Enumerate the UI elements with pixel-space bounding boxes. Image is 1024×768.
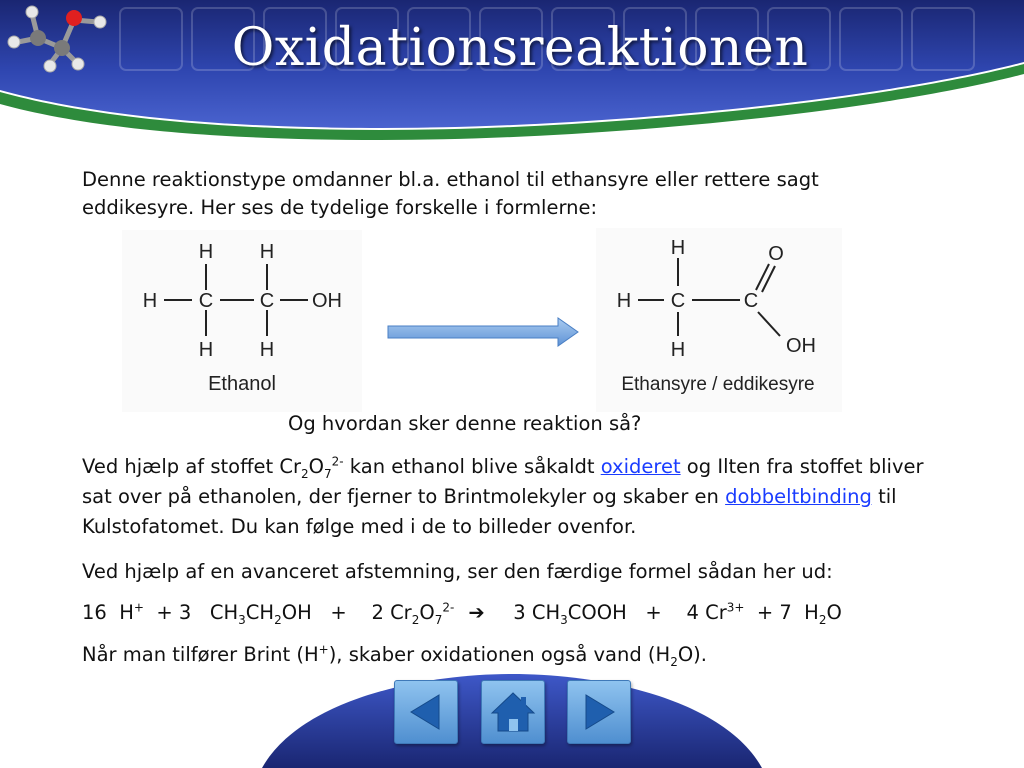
text-fragment: og Ilten fra stoffet bliver sat over på ethanolen, der fjerner to Brintmolekyler og skaber en <box>82 455 924 508</box>
atom-h: H <box>670 237 686 259</box>
ethansyre-structure <box>596 228 842 412</box>
atom-o: O <box>768 243 784 265</box>
explanation-paragraph <box>82 452 927 542</box>
balance-text: Ved hjælp af en avanceret afstemning, ser den færdige formel sådan her ud: <box>82 560 833 583</box>
subscript: 3 <box>560 612 568 627</box>
question-text: Og hvordan sker denne reaktion så? <box>288 412 642 435</box>
text-fragment: O <box>308 455 324 478</box>
eq-fragment: O <box>419 601 435 624</box>
atom-c: C <box>259 290 275 312</box>
eq-fragment: 16 H <box>82 601 134 624</box>
text-fragment: Ved hjælp af stoffet Cr <box>82 455 301 478</box>
atom-oh: OH <box>312 290 342 312</box>
intro-line-2: eddikesyre. Her ses de tydelige forskelle i formlerne: <box>82 196 598 219</box>
atom-h: H <box>198 241 214 263</box>
atom-h: H <box>259 339 275 361</box>
intro-text <box>82 166 922 222</box>
atom-h: H <box>142 290 158 312</box>
header-band <box>0 0 1024 150</box>
superscript: + <box>133 600 144 615</box>
text-fragment: kan ethanol blive såkaldt <box>343 455 601 478</box>
right-arrow-icon <box>386 316 580 348</box>
atom-h: H <box>670 339 686 361</box>
atom-c: C <box>670 290 686 312</box>
forward-arrow-icon <box>568 681 630 743</box>
reaction-equation <box>82 598 927 628</box>
eq-fragment: + 7 H <box>744 601 819 624</box>
back-arrow-icon <box>395 681 457 743</box>
home-button[interactable] <box>481 680 545 744</box>
atom-c: C <box>743 290 759 312</box>
superscript: 2- <box>331 454 344 469</box>
atom-oh: OH <box>786 335 816 357</box>
atom-h: H <box>198 339 214 361</box>
ethanol-structure <box>122 230 362 412</box>
subscript: 2 <box>818 612 827 627</box>
subscript: 2 <box>411 612 420 627</box>
text-fragment: ), skaber oxidationen også vand (H <box>328 643 671 666</box>
text-fragment: til Kulstofatomet. Du kan følge med i de to billeder ovenfor. <box>82 485 897 538</box>
atom-h: H <box>259 241 275 263</box>
ethansyre-label: Ethansyre / eddikesyre <box>621 374 815 395</box>
subscript: 3 <box>238 612 246 627</box>
superscript: 3+ <box>726 600 745 615</box>
home-icon <box>482 681 544 743</box>
text-fragment: Når man tilfører Brint (H <box>82 643 319 666</box>
subscript: 7 <box>323 466 332 481</box>
back-button[interactable] <box>394 680 458 744</box>
dobbeltbinding-link[interactable]: dobbeltbinding <box>725 485 872 508</box>
ethanol-label: Ethanol <box>208 373 276 395</box>
subscript: 2 <box>274 612 282 627</box>
eq-fragment: CH <box>245 601 275 624</box>
subscript: 2 <box>300 466 309 481</box>
eq-fragment: O <box>826 601 842 624</box>
atom-c: C <box>198 290 214 312</box>
eq-fragment: + 3 CH <box>143 601 239 624</box>
atom-h: H <box>616 290 632 312</box>
eq-fragment: COOH + 4 Cr <box>567 601 727 624</box>
superscript: + <box>318 642 329 657</box>
oxideret-link[interactable]: oxideret <box>600 455 681 478</box>
subscript: 2 <box>670 654 678 669</box>
page-title: Oxidationsreaktionen <box>231 18 809 78</box>
superscript: 2- <box>442 600 455 615</box>
subscript: 7 <box>434 612 443 627</box>
eq-fragment: OH + 2 Cr <box>281 601 412 624</box>
reaction-arrow-icon: ➔ <box>468 601 485 624</box>
intro-line-1: Denne reaktionstype omdanner bl.a. ethanol til ethansyre eller rettere sagt <box>82 168 819 191</box>
forward-button[interactable] <box>567 680 631 744</box>
eq-fragment: 3 CH <box>494 601 561 624</box>
text-fragment: O). <box>677 643 707 666</box>
